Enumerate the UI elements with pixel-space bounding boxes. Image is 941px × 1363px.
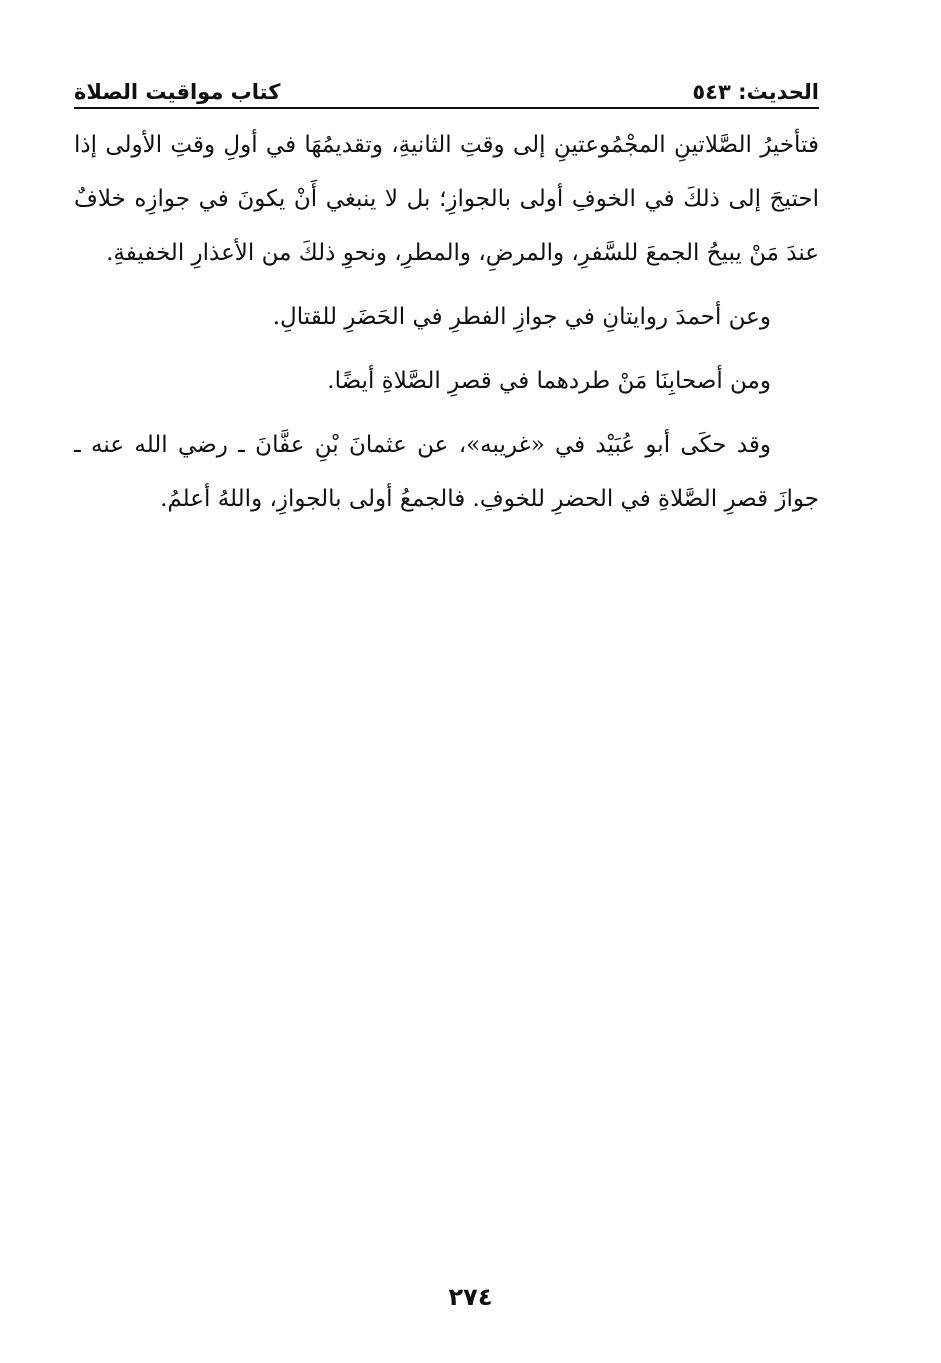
header-divider: [74, 107, 819, 109]
hadith-reference: الحديث: ٥٤٣: [692, 80, 819, 104]
paragraph-1: فتأخيرُ الصَّلاتينِ المجْمُوعتينِ إلى وقتِ الثانيةِ، وتقديمُهَا في أولِ وقتِ الأولى إذا احتيجَ إلى ذلكَ في الخوفِ أولى بالجوازِ؛ بل لا ينبغي أَنْ يكونَ في جوازِه خلافٌ عندَ مَنْ يبيحُ الجمعَ للسَّفرِ، والمرضِ، والمطرِ، ونحوِ ذلكَ من الأعذارِ الخفيفةِ.: [74, 132, 819, 266]
chapter-title: كتاب مواقيت الصلاة: [74, 80, 281, 104]
running-header: [74, 68, 819, 104]
body-text: [74, 118, 819, 526]
page-number: ٢٧٤: [448, 1283, 493, 1311]
paragraph-2: وعن أحمدَ روايتانِ في جوازِ الفطرِ في الحَضَرِ للقتالِ.: [272, 304, 771, 330]
paragraph-3: ومن أصحابِنَا مَنْ طردهما في قصرِ الصَّلاةِ أيضًا.: [327, 368, 771, 394]
paragraph-4: وقد حكَى أبو عُبَيْد في «غريبه»، عن عثمانَ بْنِ عفَّانَ ـ رضي الله عنه ـ جوازَ قصرِ الصَّلاةِ في الحضرِ للخوفِ. فالجمعُ أولى بالجوازِ، واللهُ أعلمُ.: [74, 432, 819, 512]
